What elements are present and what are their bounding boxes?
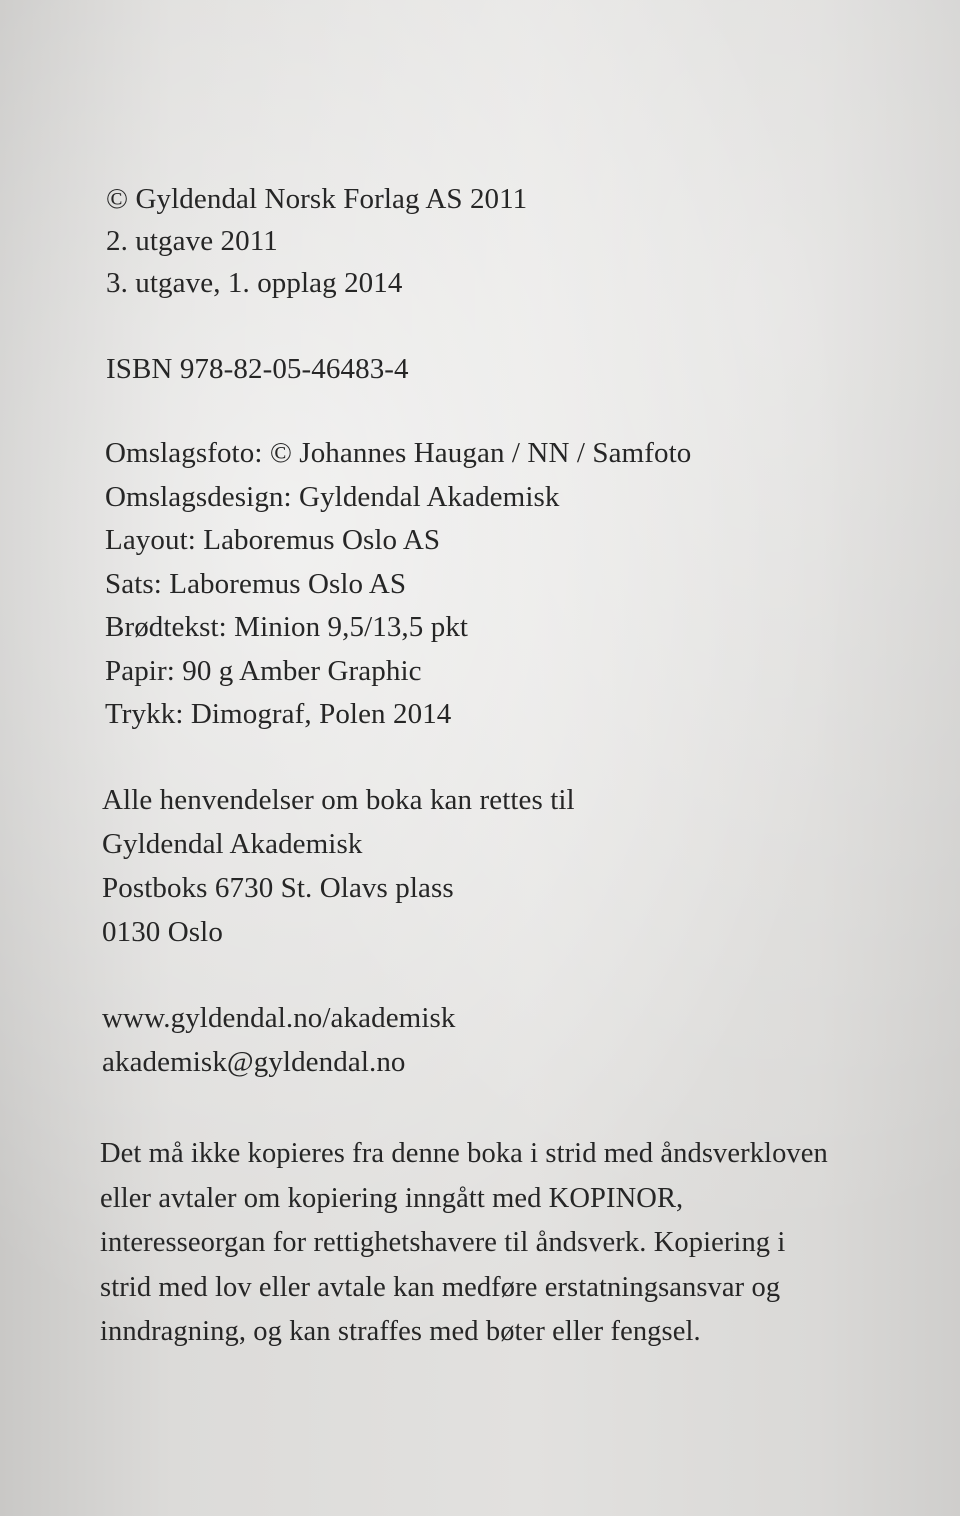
legal-notice [100,1132,828,1355]
edition-line: 3. utgave, 1. opplag 2014 [106,267,403,299]
credit-line: Trykk: Dimograf, Polen 2014 [105,698,452,730]
copyright-line: © Gyldendal Norsk Forlag AS 2011 [106,183,528,215]
contact-line: Postboks 6730 St. Olavs plass [102,872,454,904]
web-block [102,996,455,1084]
edition-line: 2. utgave 2011 [106,225,278,257]
isbn-line: ISBN 978-82-05-46483-4 [106,353,409,385]
email-address: akademisk@gyldendal.no [102,1046,406,1078]
isbn-block [106,348,409,390]
credit-line: Layout: Laboremus Oslo AS [105,524,441,556]
credit-line: Omslagsdesign: Gyldendal Akademisk [105,480,560,513]
contact-block [102,778,575,954]
legal-line: inndragning, og kan straffes med bøter eller fengsel. [100,1316,701,1347]
copyright-block [106,178,527,304]
contact-line: Alle henvendelser om boka kan rettes til [102,784,575,816]
legal-line: interesseorgan for rettighetshavere til åndsverk. Kopiering i [100,1227,786,1258]
legal-line: strid med lov eller avtale kan medføre erstatningsansvar og [100,1271,781,1303]
contact-line: Gyldendal Akademisk [102,828,363,860]
credit-line: Omslagsfoto: © Johannes Haugan / NN / Samfoto [105,437,692,469]
credit-line: Brødtekst: Minion 9,5/13,5 pkt [105,611,469,643]
website-url: www.gyldendal.no/akademisk [102,1002,456,1034]
credit-line: Papir: 90 g Amber Graphic [105,654,422,687]
contact-line: 0130 Oslo [102,916,223,948]
credits-block [105,432,691,737]
legal-line: Det må ikke kopieres fra denne boka i strid med åndsverkloven [100,1138,828,1169]
legal-line: eller avtaler om kopiering inngått med KOPINOR, [100,1182,684,1214]
credit-line: Sats: Laboremus Oslo AS [105,567,407,600]
